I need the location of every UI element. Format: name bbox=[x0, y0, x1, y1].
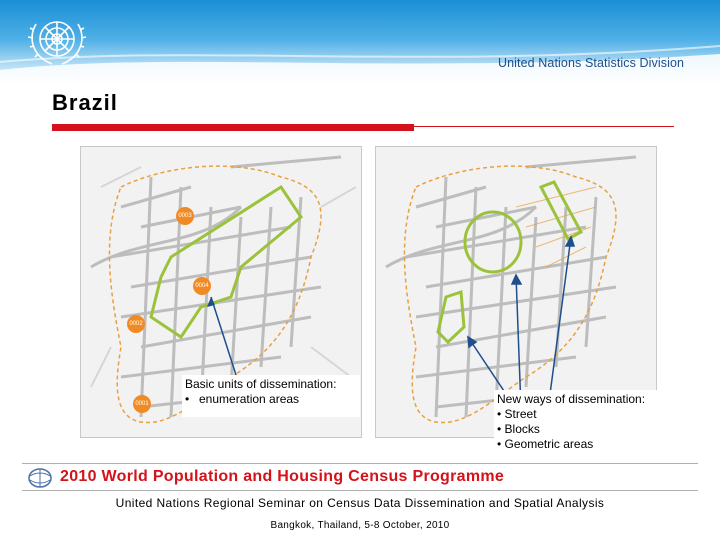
callout-item-label: enumeration areas bbox=[199, 392, 300, 406]
callout-item-blocks: • Blocks bbox=[497, 422, 540, 436]
callout-item-label: Geometric areas bbox=[504, 437, 594, 451]
slide-title: Brazil bbox=[52, 90, 118, 115]
area-marker-0003: 0003 bbox=[176, 207, 194, 225]
callout-basic-units-item: • enumeration areas bbox=[185, 392, 300, 406]
footer-rule-top bbox=[22, 463, 698, 464]
seminar-date: Bangkok, Thailand, 5-8 October, 2010 bbox=[270, 520, 450, 531]
callout-basic-units-heading: Basic units of dissemination: bbox=[185, 377, 337, 391]
callout-new-ways bbox=[494, 390, 662, 456]
division-name: United Nations Statistics Division bbox=[498, 56, 685, 70]
footer-rule-bottom bbox=[22, 490, 698, 491]
callout-item-label: Street bbox=[504, 407, 537, 421]
header-banner bbox=[0, 0, 720, 88]
un-emblem-icon bbox=[22, 10, 92, 72]
title-rule bbox=[414, 126, 674, 127]
callout-new-ways-heading: New ways of dissemination: bbox=[497, 392, 646, 406]
area-marker-0002: 0002 bbox=[127, 315, 145, 333]
callout-item-street: • Street bbox=[497, 407, 537, 421]
area-marker-0004: 0004 bbox=[193, 277, 211, 295]
callout-item-label: Blocks bbox=[504, 422, 540, 436]
census-globe-icon bbox=[26, 467, 54, 489]
title-underline bbox=[52, 124, 414, 131]
callout-basic-units bbox=[182, 375, 360, 417]
area-marker-0001: 0001 bbox=[133, 395, 151, 413]
callout-item-geometric: • Geometric areas bbox=[497, 437, 594, 451]
census-programme-title: 2010 World Population and Housing Census Programme bbox=[60, 468, 505, 485]
seminar-title: United Nations Regional Seminar on Census Data Dissemination and Spatial Analysis bbox=[115, 496, 605, 510]
